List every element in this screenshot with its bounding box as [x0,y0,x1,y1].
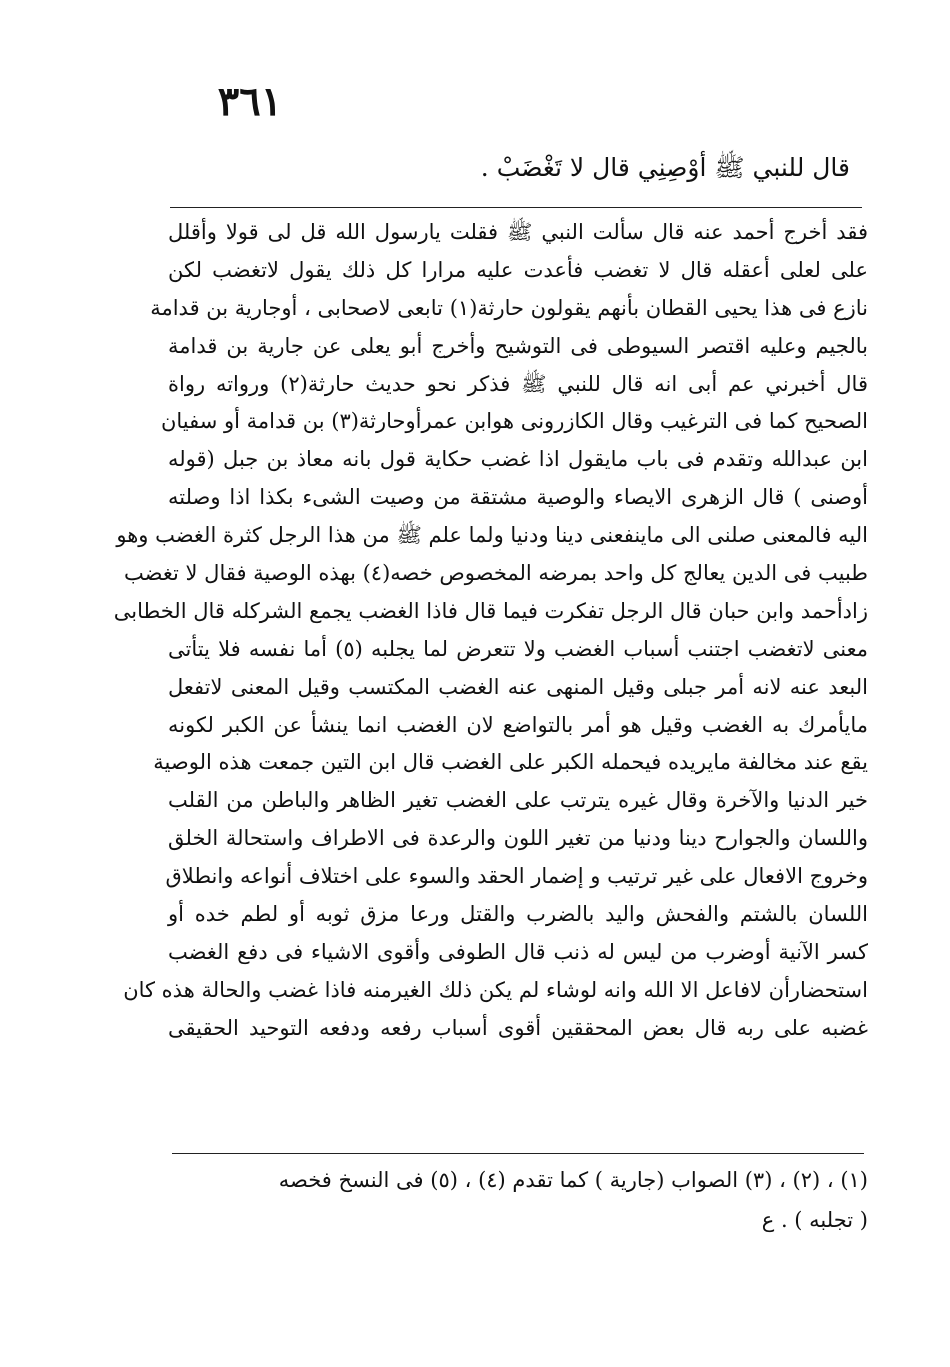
top-divider [170,207,862,208]
text-line: على لعلى أعقله قال لا تغضب فأعدت عليه مرارا كل ذلك يقول لاتغضب لكن [168,257,868,282]
footnote-line: ( تجلبه ) . ع [761,1208,868,1232]
text-line: البعد عنه لانه أمر جبلى وقيل المنهى عنه الغضب المكتسب وقيل المعنى لاتفعل [168,674,868,699]
text-line: طبيب فى الدين يعالج كل واحد بمرضه المخصوص خصه(٤) بهذه الوصية فقال لا تغضب [124,561,868,586]
text-line: يقع عند مخالفة مايريده فيحمله الكبر على الغضب قال ابن التين جمعت هذه الوصية [153,750,868,775]
text-line: اللسان بالشتم والفحش واليد بالضرب والقتل ورعا مزق ثوبه أو لطم خده أو [168,902,868,927]
footnote-line: (١) ، (٢) ، (٣) الصواب (جارية ) كما تقدم (٤) ، (٥) فى النسخ فخصه [278,1168,868,1192]
hadith-heading: قال للنبي ﷺ أوْصِنِي قال لا تَغْضَبْ . [480,153,850,182]
text-line: بالجيم وعليه اقتصر السيوطى فى التوشيح وأخرج أبو يعلى عن جارية بن قدامة [168,333,868,358]
text-line: اليه فالمعنى صلنى الى ماينفعنى دينا ودنيا ولما علم ﷺ من هذا الرجل كثرة الغضب وهو [116,523,868,548]
text-line: مايأمرك به الغضب وقيل هو أمر بالتواضع لان الغضب انما ينشأ عن الكبر لكونه [168,712,868,737]
text-line: واللسان والجوارح دينا ودنيا من تغير اللون والرعدة فى الاطراف واستحالة الخلق [168,826,868,851]
text-line: فقد أخرج أحمد عنه قال سألت النبي ﷺ فقلت يارسول الله قل لى قولا وأقلل [168,220,868,244]
text-line: وخروج الافعال على غير ترتيب و إضمار الحقد والسوء على اختلاف أنواعه وانطلاق [165,864,868,889]
text-line: الصحيح كما فى الترغيب وقال الكازرونى هوابن عمرأوحارثة(٣) بن قدامة أو سفيان [160,409,868,434]
text-line: زادأحمد وابن حبان قال الرجل تفكرت فيما قال فاذا الغضب يجمع الشركله قال الخطابى [113,598,868,623]
text-line: نازع فى هذا يحيى القطان بأنهم يقولون حارثة(١) تابعى لاصحابى ، أوجارية بن قدامة [150,295,868,320]
footnote-divider [172,1153,864,1154]
text-line: معنى لاتغضب اجتنب أسباب الغضب ولا تتعرض لما يجلبه (٥) أما نفسه فلا يتأتى [168,636,868,661]
page-number: ٣٦١ [217,78,283,125]
text-line: غضبه على ربه قال بعض المحققين أقوى أسباب رفعه ودفعه التوحيد الحقيقى [168,1015,868,1040]
text-line: قال أخبرني عم أبى انه قال للنبي ﷺ فذكر نحو حديث حارثة(٢) ورواته رواة [168,371,868,396]
text-line: أوصنى ) قال الزهرى الايصاء والوصية مشتقة من وصيت الشىء بكذا اذا وصلته [168,485,868,510]
text-line: استحضارأن لافاعل الا الله وانه لوشاء لم يكن ذلك الغيرمنه فاذا غضب والحالة هذه كان [123,977,868,1002]
text-line: ابن عبدالله وتقدم فى باب مايقول اذا غضب حكاية قول بانه معاذ بن جبل (قوله [168,447,868,472]
footnotes [168,1160,868,1240]
commentary-text [113,214,868,1048]
text-line: كسر الآنية أوضرب من ليس له ذنب قال الطوفى وأقوى الاشياء فى دفع الغضب [168,939,868,964]
text-line: خير الدنيا والآخرة وقال غيره يترتب على الغضب تغير الظاهر والباطن من القلب [168,788,868,813]
